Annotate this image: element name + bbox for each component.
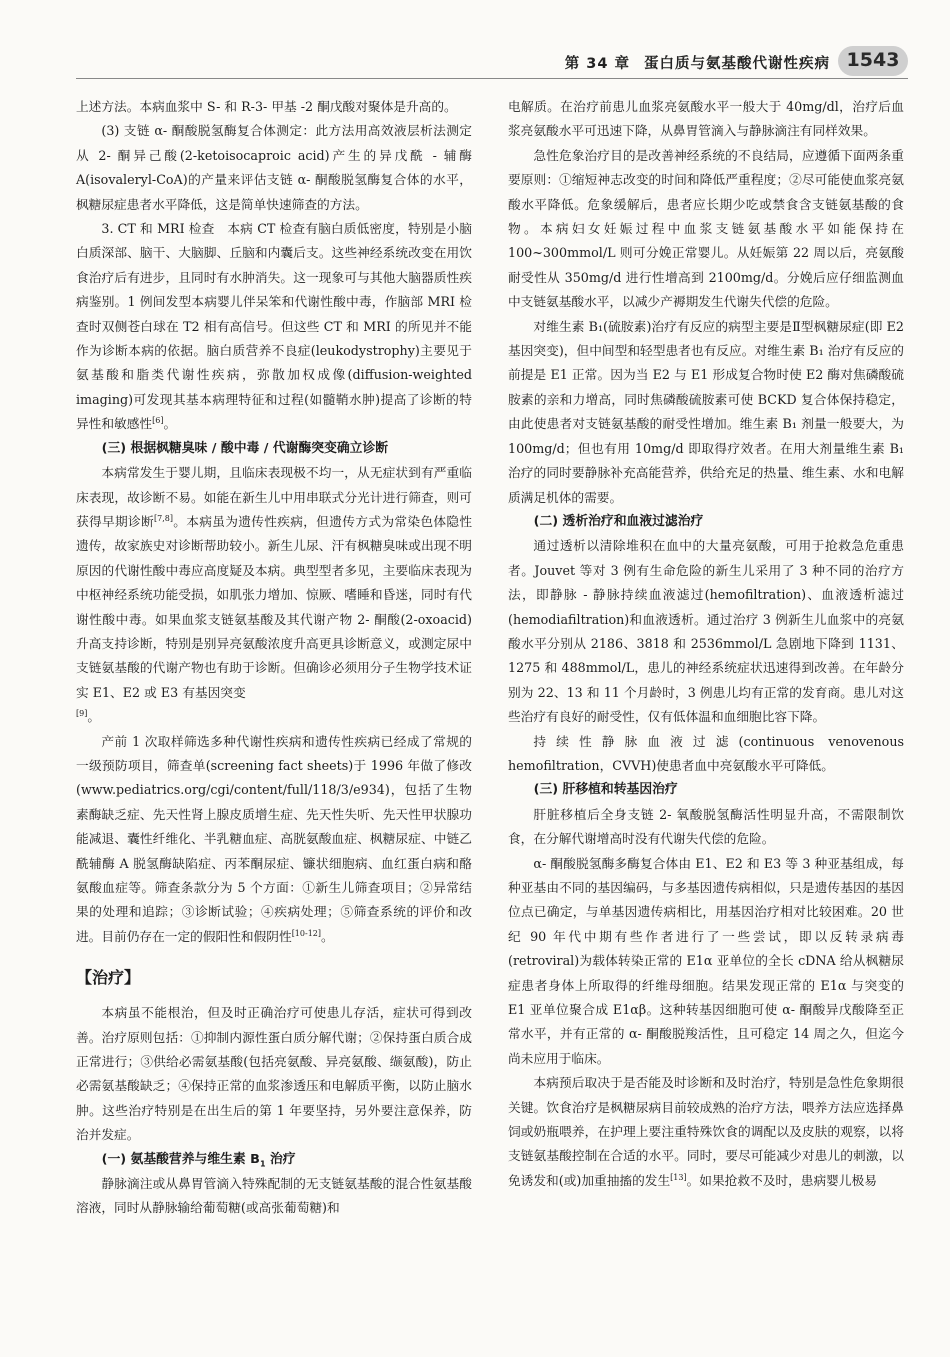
text: 静脉滴注或从鼻胃管滴入特殊配制的无支链氨基酸的混合性氨基酸溶液，同时从静脉输给葡萄糖(或高张葡萄糖)和 bbox=[76, 1176, 472, 1216]
paragraph bbox=[508, 730, 904, 779]
paragraph bbox=[508, 1071, 904, 1193]
paragraph bbox=[76, 1172, 472, 1221]
paragraph bbox=[76, 461, 472, 705]
text: 对维生素 B₁(硫胺素)治疗有反应的病型主要是Ⅱ型枫糖尿症(即 E2 基因突变)，但中间型和轻型患者也有反应。对维生素 B₁ 治疗有反应的前提是 E1 正常。因为当 E2 与 E1 形成复合物时使 E2 酶对焦磷酸硫胺素的亲和力增高，同时焦磷酸硫胺素可使 BCKD 复合体保持稳定，由此使患者对支链氨基酸的耐受性增加。维生素 B₁ 剂量一般要大，为 100mg/d；但也有用 10mg/d 即取得疗效者。在用大剂量维生素 B₁ 治疗的同时要静脉补充高能营养，供给充足的热量、维生素、水和电解质满足机体的需要。 bbox=[508, 318, 904, 505]
paragraph bbox=[508, 315, 904, 510]
paragraph bbox=[76, 119, 472, 217]
text: 本病预后取决于是否能及时诊断和及时治疗，特别是急性危象期很关键。饮食治疗是枫糖尿病目前较成熟的治疗方法，喂养方法应选择鼻饲或奶瓶喂养，在护理上要注重特殊饮食的调配以及皮肤的观察，以将支链氨基酸控制在合适的水平。同时，要尽可能减少对患儿的刺激，以免诱发和(或)加重抽搐的发生 bbox=[508, 1075, 904, 1188]
subscript: 1 bbox=[259, 1159, 266, 1169]
text: 电解质。在治疗前患儿血浆亮氨酸水平一般大于 40mg/dl，治疗后血浆亮氨酸水平可迅速下降，从鼻胃管滴入与静脉滴注有同样效果。 bbox=[508, 99, 904, 139]
text: 治疗 bbox=[265, 1151, 296, 1167]
citation-ref: [6] bbox=[152, 416, 164, 426]
citation-ref: [9] bbox=[76, 708, 88, 718]
subsection-heading bbox=[508, 778, 904, 802]
text: (三) 根据枫糖臭味 / 酸中毒 / 代谢酶突变确立诊断 bbox=[101, 440, 389, 456]
paragraph bbox=[76, 217, 472, 437]
subsection-heading bbox=[508, 510, 904, 534]
paragraph bbox=[508, 803, 904, 852]
text: 通过透析以清除堆积在血中的大量亮氨酸，可用于抢救急危重患者。Jouvet 等对 3 例有生命危险的新生儿采用了 3 种不同的治疗方法，即静脉 - 静脉持续血液滤过(hemofiltration)、血液透析滤过(hemodiafiltration)和血液透析。通过治疗 3 例新生儿血浆中的亮氨酸水平分别从 2186、3818 和 2536mmol/L 急剧地下降到 1131、1275 和 488mmol/L，患儿的神经系统症状迅速得到改善。在年龄分别为 22、13 和 11 个月龄时，3 例患儿均有正常的发育商。患儿对这些治疗有良好的耐受性，仅有低体温和血细胞比容下降。 bbox=[508, 538, 904, 725]
citation-ref: [10-12] bbox=[291, 928, 321, 938]
text: 。本病虽为遗传性疾病，但遗传方式为常染色体隐性遗传，故家族史对诊断帮助较小。新生儿尿、汗有枫糖臭味或出现不明原因的代谢性酸中毒应高度疑及本病。典型型者多见，主要临床表现为中枢神经系统功能受损，如肌张力增加、惊厥、嗜睡和昏迷，同时有代谢性酸中毒。如果血浆支链氨基酸及其代谢产物 2- 酮酸(2-oxoacid)升高支持诊断，特别是别异亮氨酸浓度升高更具诊断意义，或测定尿中支链氨基酸的代谢产物也有助于诊断。但确诊必须用分子生物学技术证实 E1、E2 或 E3 有基因突变 bbox=[76, 513, 473, 700]
text: 。 bbox=[321, 928, 334, 944]
running-title bbox=[565, 52, 830, 73]
chapter-title: 蛋白质与氨基酸代谢性疾病 bbox=[644, 56, 830, 72]
left-column bbox=[76, 95, 472, 1221]
text: 【治疗】 bbox=[76, 968, 141, 988]
paragraph-continuation bbox=[76, 705, 472, 729]
text: 上述方法。本病血浆中 S- 和 R-3- 甲基 -2 酮戊酸对聚体是升高的。 bbox=[76, 99, 457, 114]
text: 持续性静脉血液过滤(continuous venovenous hemofiltration，CVVH)使患者血中亮氨酸水平可降低。 bbox=[508, 733, 904, 773]
header-rule bbox=[76, 78, 908, 79]
paragraph bbox=[76, 730, 472, 950]
section-heading bbox=[76, 965, 472, 991]
text: 。 bbox=[87, 709, 101, 725]
chapter-number: 第 34 章 bbox=[564, 56, 630, 72]
text: 产前 1 次取样筛选多种代谢性疾病和遗传性疾病已经成了常规的一级预防项目，筛查单(screening fact sheets)于 1996 年做了修改(www.pediatrics.org/cgi/content/full/118/3/e934)，包括了生物素酶缺乏症、先天性肾上腺皮质增生症、先天性失听、先天性甲状腺功能减退、囊性纤维化、半乳糖血症、高胱氨酸血症、枫糖尿症、中链乙酰辅酶 A 脱氢酶缺陷症、丙苯酮尿症、镰状细胞病、血红蛋白病和酪氨酸血症等。筛查条款分为 5 个方面：①新生儿筛查项目；②异常结果的处理和追踪；③诊断试验；④疾病处理；⑤筛查系统的评价和改进。目前仍存在一定的假阳性和假阴性 bbox=[76, 733, 472, 944]
text: 肝脏移植后全身支链 2- 氧酸脱氢酶活性明显升高，不需限制饮食，在分解代谢增高时没有代谢失代偿的危险。 bbox=[508, 806, 904, 847]
paragraph bbox=[508, 144, 904, 315]
paragraph bbox=[76, 95, 472, 119]
page-number: 1543 bbox=[846, 49, 900, 71]
text: (三) 肝移植和转基因治疗 bbox=[533, 782, 678, 798]
paragraph bbox=[508, 95, 904, 144]
text: 本病常发生于婴儿期，且临床表现极不均一，从无症状到有严重临床表现，故诊断不易。如能在新生儿中用串联式分光计进行筛查，则可获得早期诊断 bbox=[76, 465, 472, 529]
paragraph bbox=[508, 534, 904, 729]
page-header bbox=[0, 0, 950, 78]
text: 。 bbox=[163, 416, 177, 432]
subsection-heading bbox=[76, 1148, 472, 1172]
text: (3) 支链 α- 酮酸脱氢酶复合体测定：此方法用高效液层析法测定从 2- 酮异己酸(2-ketoisocaproic acid)产生的异戊酰 - 辅酶 A(isovaleryl-CoA)的产量来评估支链 α- 酮酸脱氢酶复合体的水平，枫糖尿症患者水平降低，这是简单快速筛查的方法。 bbox=[76, 123, 472, 212]
citation-ref: [7,8] bbox=[154, 513, 173, 523]
citation-ref: [13] bbox=[670, 1172, 687, 1182]
text: 3. CT 和 MRI 检查 本病 CT 检查有脑白质低密度，特别是小脑白质深部、脑干、大脑脚、丘脑和内囊后支。这些神经系统改变在用饮食治疗后有进步，且同时有水肿消失。这一现象可与其他大脑器质性疾病鉴别。1 例间发型本病婴儿伴呆笨和代谢性酸中毒，作脑部 MRI 检查时双侧苍白球在 T2 相有高信号。但这些 CT 和 MRI 的所见并不能作为诊断本病的依据。脑白质营养不良症(leukodystrophy)主要见于氨基酸和脂类代谢性疾病，弥散加权成像(diffusion-weighted imaging)可发现其基本病理特征和过程(如髓鞘水肿)提高了诊断的特异性和敏感性 bbox=[76, 221, 472, 432]
paragraph bbox=[76, 1001, 472, 1147]
text: (二) 透析治疗和血液过滤治疗 bbox=[533, 513, 704, 529]
text: 急性危象治疗目的是改善神经系统的不良结局，应遵循下面两条重要原则：①缩短神志改变的时间和降低严重程度；②尽可能使血浆亮氨酸水平降低。危象缓解后，患者应长期少吃或禁食含支链氨基酸的食物。本病妇女妊娠过程中血浆支链氨基酸水平如能保持在 100~300mmol/L 则可分娩正常婴儿。从妊娠第 22 周以后，亮氨酸耐受性从 350mg/d 进行性增高到 2100mg/d。分娩后应仔细监测血中支链氨基酸水平，以减少产褥期发生代谢失代偿的危险。 bbox=[508, 147, 904, 310]
text: 本病虽不能根治，但及时正确治疗可使患儿存活，症状可得到改善。治疗原则包括：①抑制内源性蛋白质分解代谢；②保持蛋白质合成正常进行；③供给必需氨基酸(包括亮氨酸、异亮氨酸、缬氨酸)，防止必需氨基酸缺乏；④保持正常的血浆渗透压和电解质平衡，以防止脑水肿。这些治疗特别是在出生后的第 1 年要坚持，另外要注意保养，防治并发症。 bbox=[76, 1005, 472, 1143]
text: 。如果抢救不及时，患病婴儿极易 bbox=[686, 1172, 877, 1188]
text: (一) 氨基酸营养与维生素 B bbox=[101, 1151, 260, 1167]
paragraph bbox=[508, 852, 904, 1072]
right-column bbox=[508, 95, 904, 1193]
subsection-heading bbox=[76, 437, 472, 461]
text: α- 酮酸脱氢酶多酶复合体由 E1、E2 和 E3 等 3 种亚基组成，每种亚基由不同的基因编码，与多基因遗传病相似，只是遗传基因的基因位点已确定，与单基因遗传病相比，用基因治疗相对比较困难。20 世纪 90 年代中期有些作者进行了一些尝试，即以反转录病毒(retroviral)为载体转染正常的 E1α 亚单位的全长 cDNA 给从枫糖尿症患者身体上所取得的纤维母细胞。结果发现正常的 E1α 与突变的 E1 亚单位聚合成 E1αβ。这种转基因细胞可使 α- 酮酸异戊酸降至正常水平，并有正常的 α- 酮酸脱羧活性，且可稳定 14 周之久，但迄今尚未应用于临床。 bbox=[508, 855, 904, 1066]
